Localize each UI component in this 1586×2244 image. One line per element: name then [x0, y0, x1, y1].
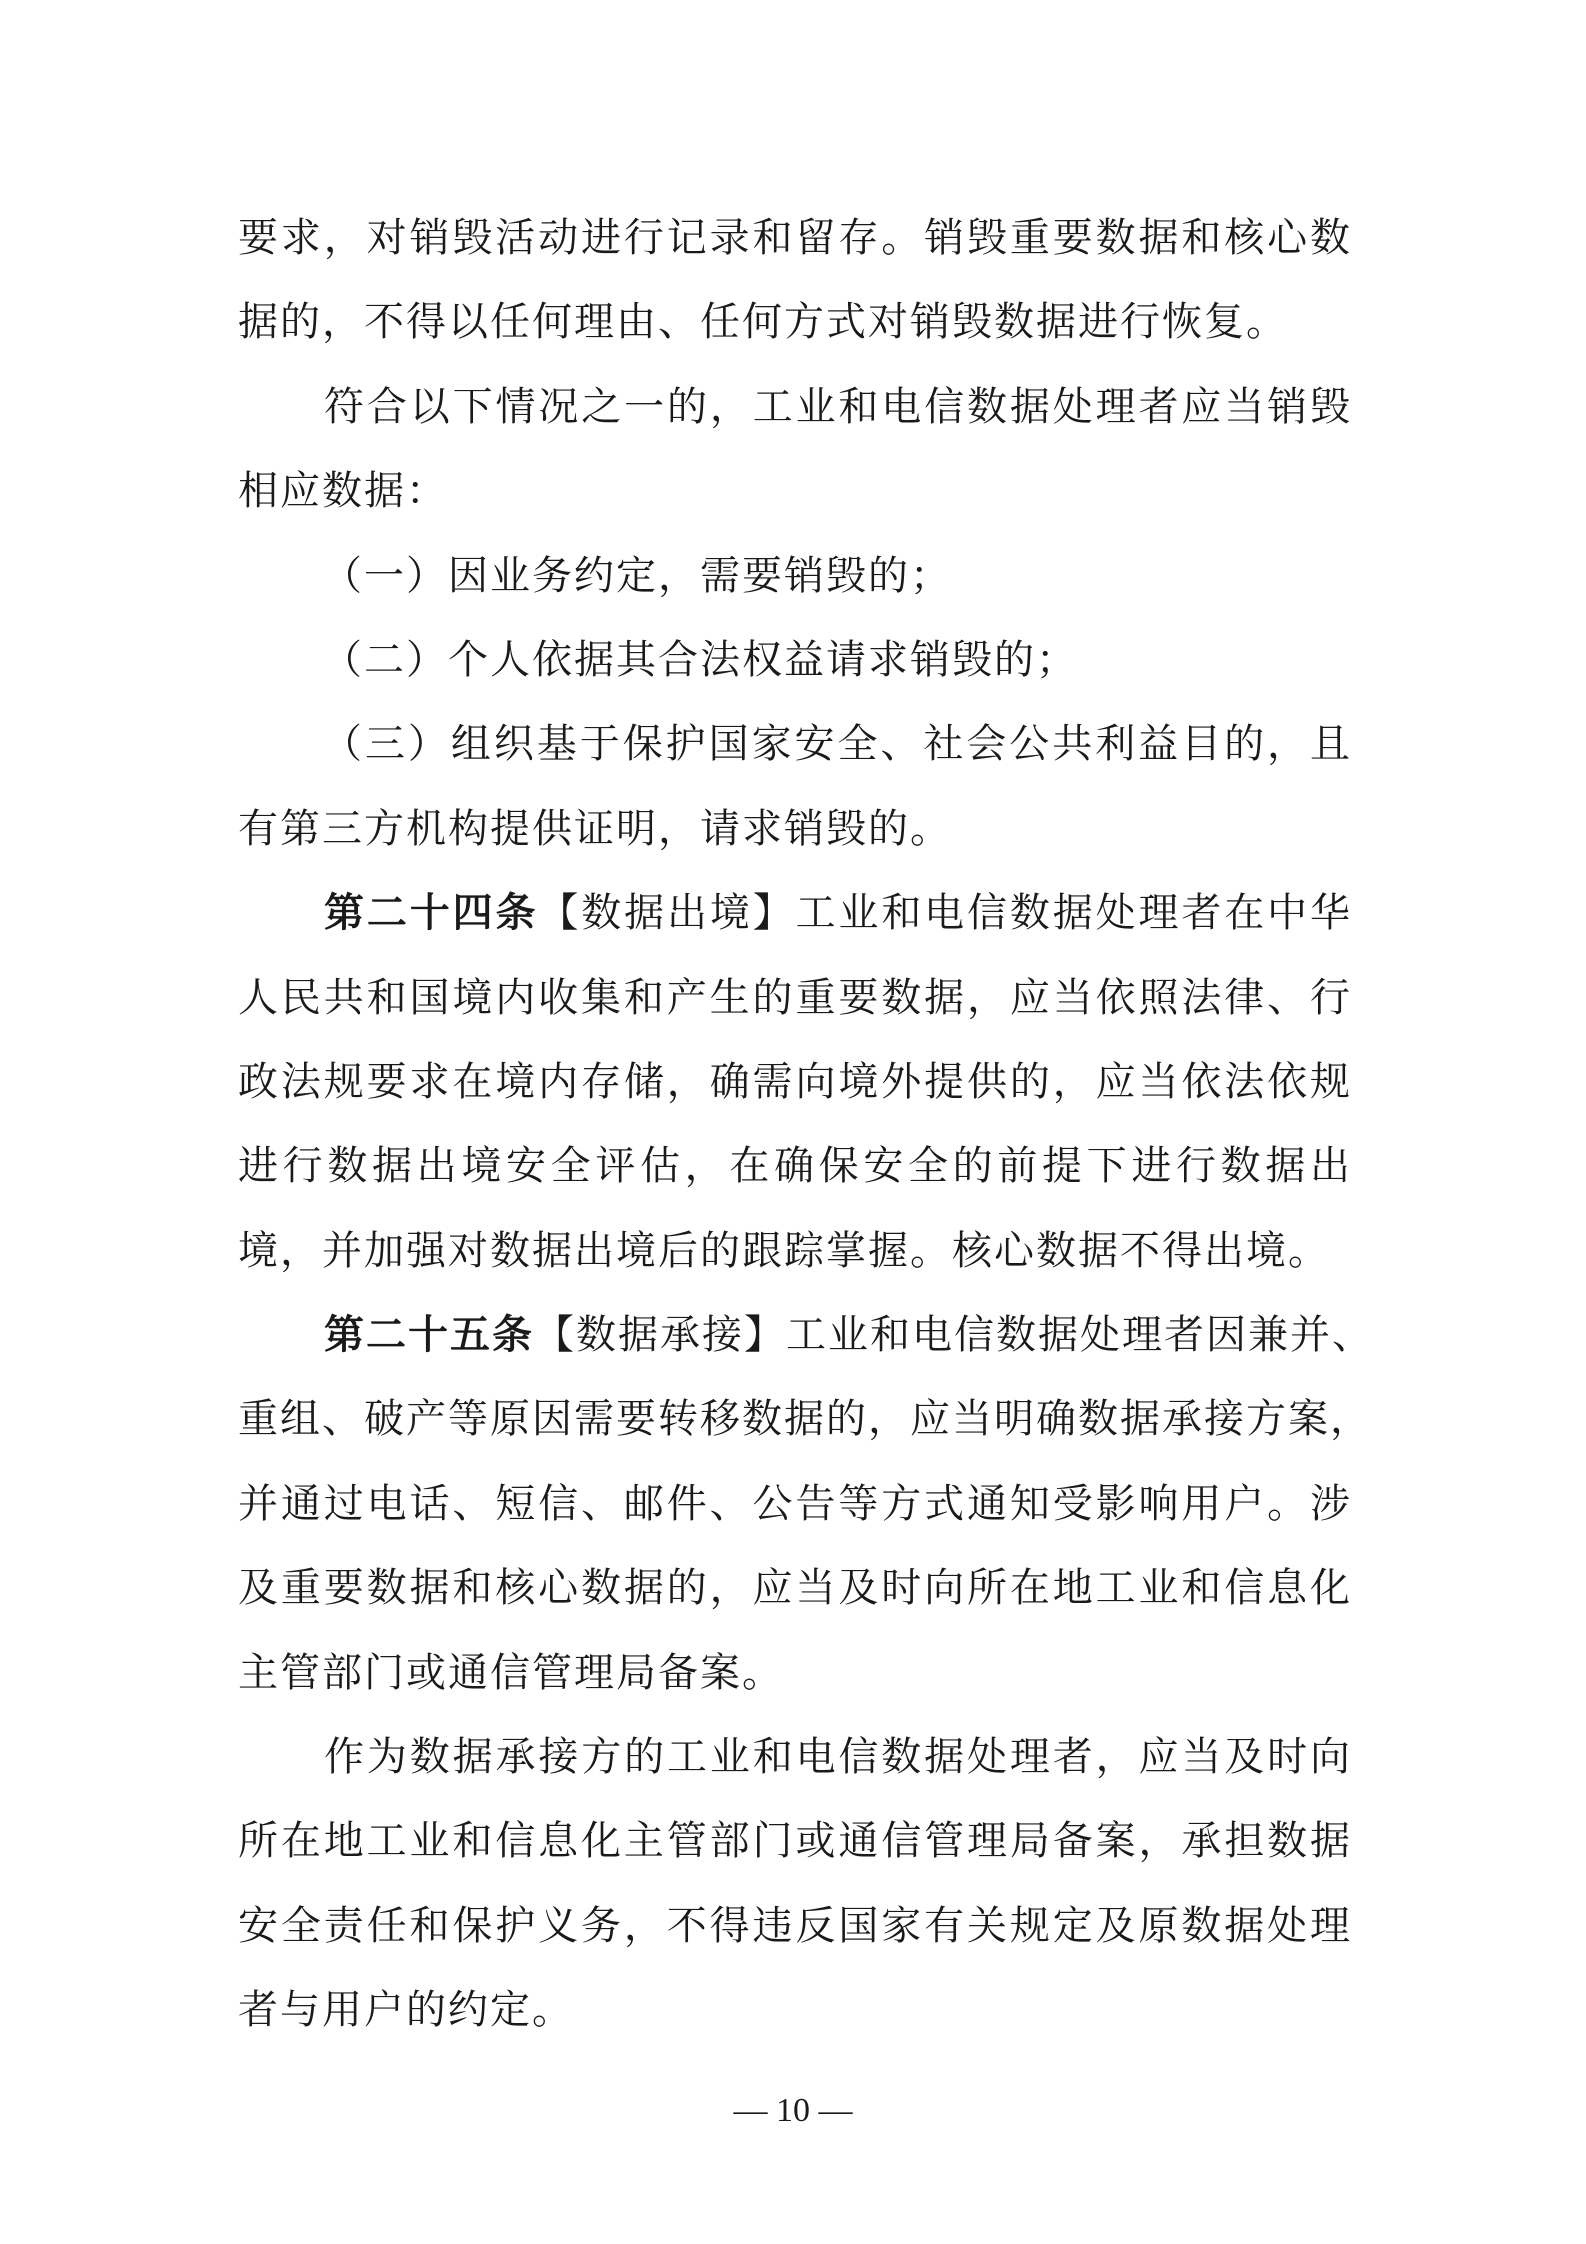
text-line: 主管部门或通信管理局备案。 [238, 1649, 784, 1696]
text-line: 要求，对销毁活动进行记录和留存。销毁重要数据和核心数 [238, 215, 1352, 261]
page-number: — 10 — [733, 2092, 853, 2129]
list-item: （三）组织基于保护国家安全、社会公共利益目的，且 [322, 721, 1352, 768]
text-line: 境，并加强对数据出境后的跟踪掌握。核心数据不得出境。 [238, 1227, 1330, 1274]
document-body [238, 196, 1374, 2053]
text-line: 及重要数据和核心数据的，应当及时向所在地工业和信息化 [238, 1565, 1352, 1612]
article-text: 【数据承接】工业和电信数据处理者因兼并、 [534, 1312, 1374, 1359]
text-line: 作为数据承接方的工业和电信数据处理者，应当及时向 [324, 1734, 1352, 1781]
text-line: 有第三方机构提供证明，请求销毁的。 [238, 805, 952, 852]
text-line: 重组、破产等原因需要转移数据的，应当明确数据承接方案， [238, 1396, 1372, 1443]
text-line: 相应数据： [238, 468, 448, 515]
article-24-line [238, 871, 1352, 955]
article-title: 第二十四条 [324, 889, 539, 937]
text-line: 安全责任和保护义务，不得违反国家有关规定及原数据处理 [238, 1902, 1352, 1949]
article-25-line [238, 1293, 1374, 1377]
list-item: （一）因业务约定，需要销毁的； [322, 552, 952, 599]
article-title: 第二十五条 [324, 1311, 534, 1359]
text-line: 并通过电话、短信、邮件、公告等方式通知受影响用户。涉 [238, 1480, 1352, 1527]
text-line: 进行数据出境安全评估，在确保安全的前提下进行数据出 [238, 1143, 1352, 1190]
text-line: 人民共和国境内收集和产生的重要数据，应当依照法律、行 [238, 974, 1352, 1021]
list-item: （二）个人依据其合法权益请求销毁的； [322, 636, 1078, 683]
article-text: 【数据出境】工业和电信数据处理者在中华 [538, 890, 1353, 937]
text-line: 所在地工业和信息化主管部门或通信管理局备案，承担数据 [238, 1818, 1352, 1865]
text-line: 据的，不得以任何理由、任何方式对销毁数据进行恢复。 [238, 299, 1288, 346]
text-line: 政法规要求在境内存储，确需向境外提供的，应当依法依规 [238, 1058, 1352, 1105]
text-line: 符合以下情况之一的，工业和电信数据处理者应当销毁 [324, 383, 1352, 430]
text-line: 者与用户的约定。 [238, 1987, 574, 2034]
